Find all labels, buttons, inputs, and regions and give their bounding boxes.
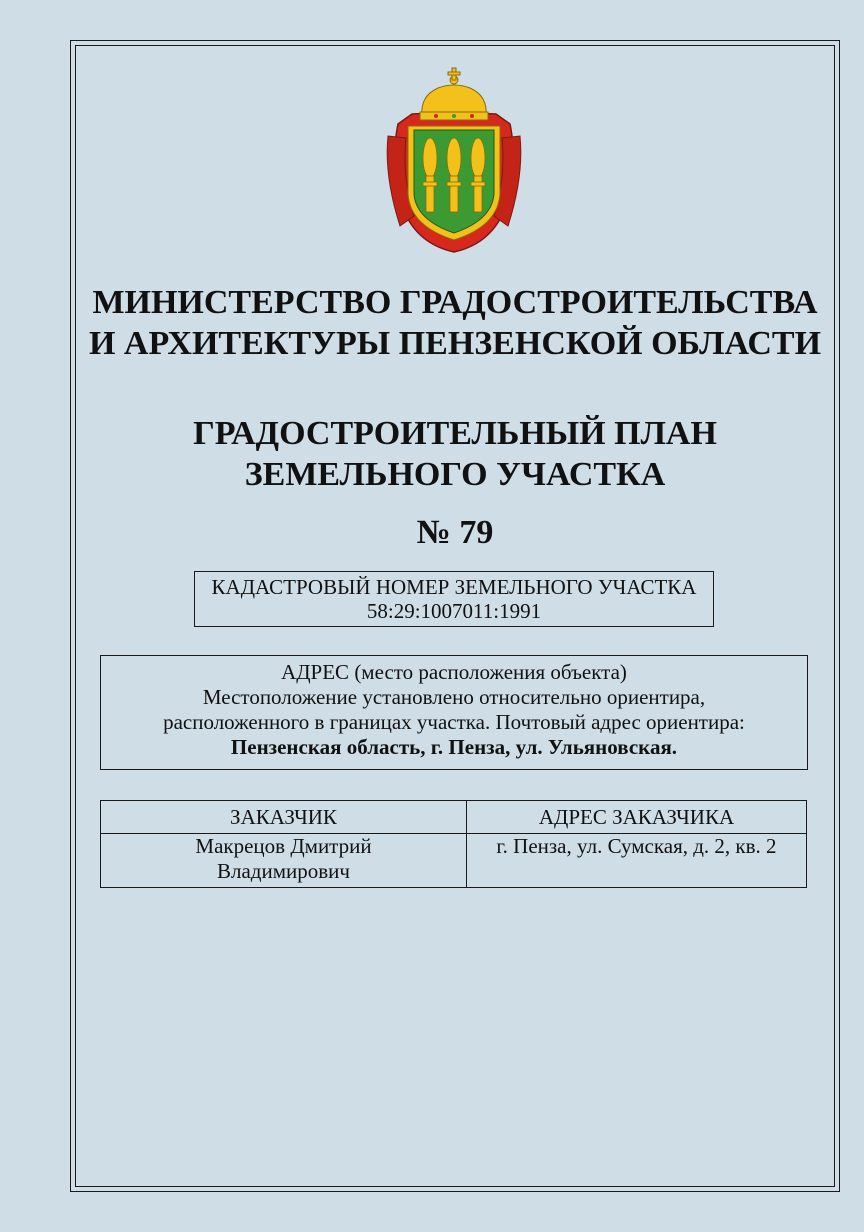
cadastral-label: КАДАСТРОВЫЙ НОМЕР ЗЕМЕЛЬНОГО УЧАСТКА xyxy=(211,575,697,599)
address-line-3: Пензенская область, г. Пенза, ул. Ульяновская. xyxy=(230,735,678,759)
customer-name-cell xyxy=(101,834,467,888)
document-title xyxy=(80,413,830,495)
customer-header: ЗАКАЗЧИК xyxy=(101,801,467,834)
document-number: № 79 xyxy=(416,514,494,551)
coat-of-arms-icon xyxy=(384,66,524,256)
ministry-line-2: И АРХИТЕКТУРЫ ПЕНЗЕНСКОЙ ОБЛАСТИ xyxy=(88,325,822,362)
title-line-1: ГРАДОСТРОИТЕЛЬНЫЙ ПЛАН xyxy=(193,415,717,452)
customer-table xyxy=(100,800,807,888)
table-header-row xyxy=(101,801,807,834)
address-label: АДРЕС (место расположения объекта) xyxy=(281,660,627,684)
customer-name-line-2: Владимирович xyxy=(217,859,350,883)
title-line-2: ЗЕМЕЛЬНОГО УЧАСТКА xyxy=(244,456,666,493)
address-line-1: Местоположение установлено относительно ориентира, xyxy=(202,685,706,709)
cadastral-box xyxy=(194,571,714,627)
customer-name-line-1: Макрецов Дмитрий xyxy=(195,834,372,858)
ministry-name xyxy=(80,282,830,364)
ministry-line-1: МИНИСТЕРСТВО ГРАДОСТРОИТЕЛЬСТВА xyxy=(92,284,818,321)
table-row xyxy=(101,834,807,888)
customer-address-cell: г. Пенза, ул. Сумская, д. 2, кв. 2 xyxy=(467,834,807,888)
customer-address-header: АДРЕС ЗАКАЗЧИКА xyxy=(467,801,807,834)
address-line-2: расположенного в границах участка. Почтовый адрес ориентира: xyxy=(163,710,745,734)
cadastral-value: 58:29:1007011:1991 xyxy=(366,599,542,623)
address-box xyxy=(100,655,808,770)
